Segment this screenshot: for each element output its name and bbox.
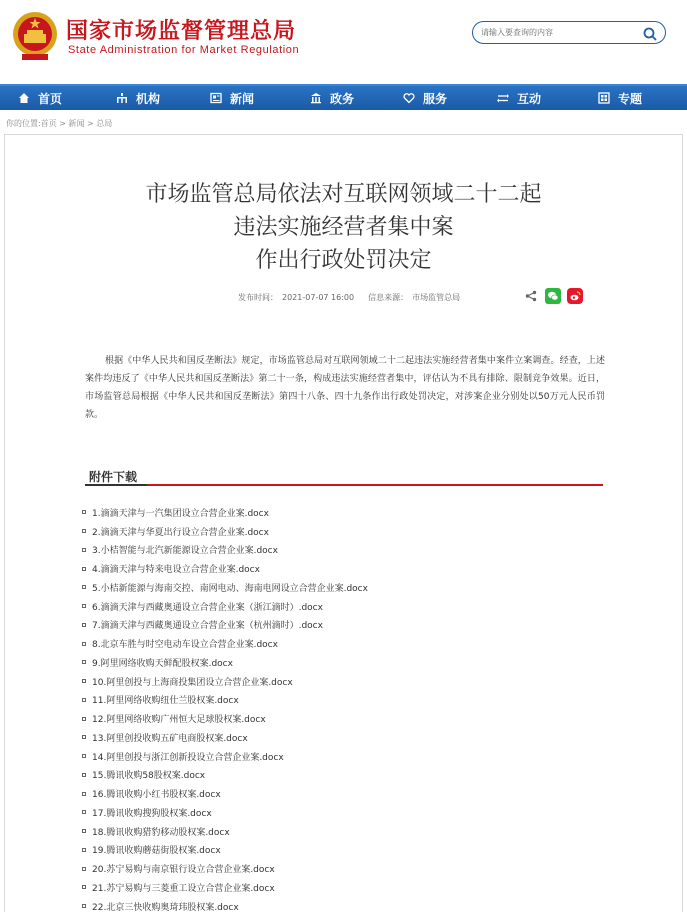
bullet-icon xyxy=(82,510,86,514)
nav-item-label: 新闻 xyxy=(230,91,255,106)
nav-item-label: 首页 xyxy=(38,91,63,106)
breadcrumb-prefix: 你的位置: xyxy=(6,119,41,128)
attachment-link[interactable] xyxy=(82,616,368,635)
share-icon[interactable] xyxy=(523,288,539,304)
attachment-link[interactable] xyxy=(82,691,368,710)
attachment-label: 17.腾讯收购搜狗股权案.docx xyxy=(92,808,212,819)
article-title-line: 作出行政处罚决定 xyxy=(255,248,432,273)
attachment-link[interactable] xyxy=(82,709,368,728)
attachment-link[interactable] xyxy=(82,841,368,860)
attachment-label: 3.小桔智能与北汽新能源设立合营企业案.docx xyxy=(92,546,278,557)
bullet-icon xyxy=(82,679,86,683)
attachment-link[interactable] xyxy=(82,822,368,841)
bullet-icon xyxy=(82,773,86,777)
national-emblem-icon xyxy=(10,10,60,62)
share-toolbar xyxy=(517,288,583,304)
nav-item-topic[interactable] xyxy=(598,86,642,110)
attachment-label: 1.滴滴天津与一汽集团设立合营企业案.docx xyxy=(92,508,269,519)
bullet-icon xyxy=(82,529,86,533)
attachment-link[interactable] xyxy=(82,522,368,541)
bullet-icon xyxy=(82,754,86,758)
article-title xyxy=(0,178,687,277)
bullet-icon xyxy=(82,885,86,889)
attachment-link[interactable] xyxy=(82,559,368,578)
attachment-label: 13.阿里创投收购五矿电商股权案.docx xyxy=(92,733,248,744)
bullet-icon xyxy=(82,585,86,589)
bullet-icon xyxy=(82,848,86,852)
bullet-icon xyxy=(82,604,86,608)
attachment-link[interactable] xyxy=(82,541,368,560)
heart-icon xyxy=(403,92,415,104)
article-meta xyxy=(238,292,464,303)
attachment-label: 9.阿里网络收购天鲜配股权案.docx xyxy=(92,658,233,669)
attachments-title: 附件下载 xyxy=(89,470,138,484)
site-header xyxy=(0,0,687,84)
bullet-icon xyxy=(82,792,86,796)
attachment-label: 12.阿里网络收购广州恒大足球股权案.docx xyxy=(92,715,266,726)
gov-icon xyxy=(310,92,322,104)
wechat-icon[interactable] xyxy=(545,288,561,304)
bullet-icon xyxy=(82,735,86,739)
nav-item-home[interactable] xyxy=(18,86,62,110)
source-value: 市场监管总局 xyxy=(412,293,461,302)
site-name-en: State Administration for Market Regulation xyxy=(68,44,300,56)
breadcrumb xyxy=(6,118,112,129)
news-icon xyxy=(210,92,222,104)
attachment-label: 5.小桔新能源与海南交控、南网电动、海南电网设立合营企业案.docx xyxy=(92,583,368,594)
nav-item-label: 互动 xyxy=(517,91,542,106)
site-name-cn: 国家市场监督管理总局 xyxy=(66,19,297,44)
bullet-icon xyxy=(82,829,86,833)
attachment-link[interactable] xyxy=(82,728,368,747)
attachment-label: 14.阿里创投与浙江创新投设立合营企业案.docx xyxy=(92,752,284,763)
attachment-label: 6.滴滴天津与西藏奥通设立合营企业案（浙江滴时）.docx xyxy=(92,602,323,613)
topic-icon xyxy=(598,92,610,104)
attachment-link[interactable] xyxy=(82,859,368,878)
attachment-link[interactable] xyxy=(82,803,368,822)
bullet-icon xyxy=(82,904,86,908)
attachment-link[interactable] xyxy=(82,578,368,597)
publish-time: 2021-07-07 16:00 xyxy=(282,293,355,302)
attachment-link[interactable] xyxy=(82,878,368,897)
attachment-label: 16.腾讯收购小红书股权案.docx xyxy=(92,790,221,801)
nav-item-interact[interactable] xyxy=(497,86,541,110)
weibo-icon[interactable] xyxy=(567,288,583,304)
exchange-icon xyxy=(497,92,509,104)
attachments-divider xyxy=(85,484,603,486)
bullet-icon xyxy=(82,642,86,646)
bullet-icon xyxy=(82,717,86,721)
org-icon xyxy=(116,92,128,104)
nav-item-label: 政务 xyxy=(330,91,355,106)
bullet-icon xyxy=(82,623,86,627)
breadcrumb-separator: > xyxy=(56,119,69,128)
breadcrumb-news[interactable]: 新闻 xyxy=(68,119,85,128)
bullet-icon xyxy=(82,660,86,664)
main-nav xyxy=(0,84,687,110)
attachment-label: 8.北京车胜与时空电动车设立合营企业案.docx xyxy=(92,640,278,651)
attachment-label: 18.腾讯收购猎豹移动股权案.docx xyxy=(92,827,230,838)
attachment-link[interactable] xyxy=(82,597,368,616)
breadcrumb-home[interactable]: 首页 xyxy=(40,119,57,128)
attachment-label: 11.阿里网络收购纽仕兰股权案.docx xyxy=(92,696,239,707)
article-title-line: 市场监管总局依法对互联网领域二十二起 xyxy=(145,182,542,207)
attachment-label: 20.苏宁易购与南京银行设立合营企业案.docx xyxy=(92,865,275,876)
bullet-icon xyxy=(82,567,86,571)
breadcrumb-headquarters[interactable]: 总局 xyxy=(96,119,113,128)
attachment-link[interactable] xyxy=(82,897,368,912)
attachment-link[interactable] xyxy=(82,653,368,672)
attachment-label: 4.滴滴天津与特来电设立合营企业案.docx xyxy=(92,565,260,576)
attachment-link[interactable] xyxy=(82,784,368,803)
nav-item-org[interactable] xyxy=(116,86,160,110)
attachment-label: 10.阿里创投与上海商投集团设立合营企业案.docx xyxy=(92,677,293,688)
article-body: 根据《中华人民共和国反垄断法》规定，市场监管总局对互联网领域二十二起违法实施经营者集中案件立案调查。经查，上述案件均违反了《中华人民共和国反垄断法》第二十一条，构成违法实施经营者集中，评估认为不具有排除、限制竞争效果。近日，市场监管总局根据《中华人民共和国反垄断法》第四十八条、四十九条作出行政处罚决定，对涉案企业分别处以50万元人民币罚款。 xyxy=(85,356,605,420)
breadcrumb-separator: > xyxy=(84,119,97,128)
nav-item-label: 专题 xyxy=(618,91,643,106)
search-input[interactable] xyxy=(481,24,641,41)
attachment-link[interactable] xyxy=(82,634,368,653)
attachments-divider-accent xyxy=(85,484,147,486)
attachment-link[interactable] xyxy=(82,747,368,766)
publish-label: 发布时间： xyxy=(238,293,278,302)
bullet-icon xyxy=(82,810,86,814)
attachment-label: 21.苏宁易购与三菱重工设立合营企业案.docx xyxy=(92,883,275,894)
attachment-link[interactable] xyxy=(82,672,368,691)
attachment-link[interactable] xyxy=(82,503,368,522)
bullet-icon xyxy=(82,548,86,552)
search-box xyxy=(472,21,666,44)
nav-item-news[interactable] xyxy=(210,86,254,110)
home-icon xyxy=(18,92,30,104)
nav-item-label: 机构 xyxy=(136,91,161,106)
attachment-label: 19.腾讯收购蘑菇街股权案.docx xyxy=(92,846,221,857)
bullet-icon xyxy=(82,698,86,702)
bullet-icon xyxy=(82,867,86,871)
search-icon[interactable] xyxy=(643,26,657,40)
nav-item-service[interactable] xyxy=(403,86,447,110)
source-label: 信息来源： xyxy=(368,293,409,302)
attachment-label: 22.北京三快收购奥琦玮股权案.docx xyxy=(92,902,239,912)
attachment-label: 2.滴滴天津与华夏出行设立合营企业案.docx xyxy=(92,527,269,538)
attachment-label: 7.滴滴天津与西藏奥通设立合营企业案（杭州滴时）.docx xyxy=(92,621,323,632)
nav-item-gov[interactable] xyxy=(310,86,354,110)
attachments-list xyxy=(82,503,368,912)
attachment-label: 15.腾讯收购58股权案.docx xyxy=(92,771,206,782)
nav-item-label: 服务 xyxy=(423,91,448,106)
attachment-link[interactable] xyxy=(82,766,368,785)
article-title-line: 违法实施经营者集中案 xyxy=(233,215,454,240)
